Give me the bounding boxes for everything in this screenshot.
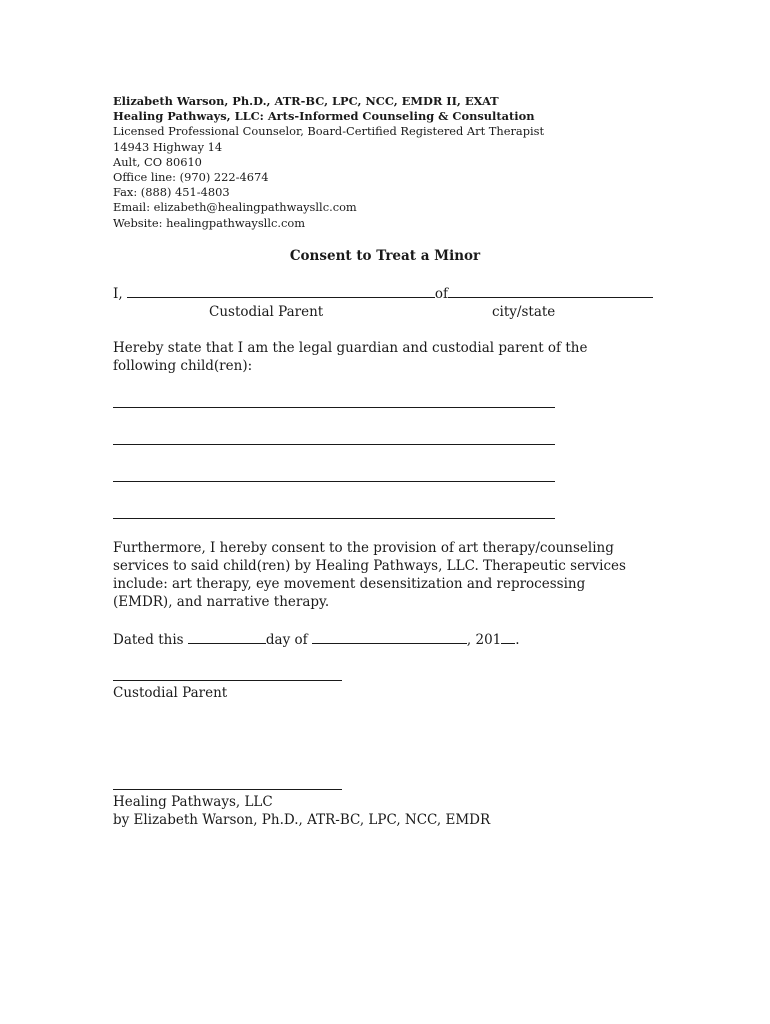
fax-number: Fax: (888) 451-4803 bbox=[113, 185, 230, 200]
dated-this-text: Dated this bbox=[113, 632, 184, 648]
custodial-parent-caption: Custodial Parent bbox=[209, 304, 324, 320]
child-name-line[interactable] bbox=[113, 481, 555, 482]
website-address: Website: healingpathwaysllc.com bbox=[113, 215, 305, 230]
dated-line bbox=[113, 630, 520, 649]
letterhead bbox=[113, 94, 544, 231]
year-suffix-text: . bbox=[515, 632, 520, 648]
guardian-statement: Hereby state that I am the legal guardian and custodial parent of the following child(ren): bbox=[113, 340, 588, 374]
child-name-line[interactable] bbox=[113, 518, 555, 519]
practice-signature-by: by Elizabeth Warson, Ph.D., ATR-BC, LPC, NCC, EMDR bbox=[113, 812, 491, 828]
provider-credentials: Licensed Professional Counselor, Board-Certified Registered Art Therapist bbox=[113, 124, 545, 139]
day-of-text: day of bbox=[265, 632, 308, 648]
i-prefix: I, bbox=[113, 286, 123, 302]
parent-signature-label: Custodial Parent bbox=[113, 685, 228, 701]
provider-name: Elizabeth Warson, Ph.D., ATR-BC, LPC, NCC, EMDR II, EXAT bbox=[113, 94, 499, 108]
consent-paragraph: Furthermore, I hereby consent to the provision of art therapy/counseling services to said child(ren) by Healing Pathways, LLC. Therapeutic services include: art therapy, eye movement desensitization and reprocessing (EMDR), and narrative therapy. bbox=[113, 540, 626, 610]
of-text: of bbox=[434, 286, 449, 302]
city-state-blank[interactable] bbox=[448, 284, 653, 298]
street-address: 14943 Highway 14 bbox=[113, 139, 223, 154]
child-name-line[interactable] bbox=[113, 407, 555, 408]
month-blank[interactable] bbox=[312, 630, 467, 644]
custodial-parent-blank[interactable] bbox=[127, 284, 435, 298]
practice-signature-label: Healing Pathways, LLC bbox=[113, 794, 273, 810]
practice-signature-line[interactable] bbox=[113, 789, 342, 790]
office-phone: Office line: (970) 222-4674 bbox=[113, 170, 269, 185]
child-name-line[interactable] bbox=[113, 444, 555, 445]
document-title: Consent to Treat a Minor bbox=[289, 248, 481, 264]
city-state-caption: city/state bbox=[492, 304, 556, 320]
city-address: Ault, CO 80610 bbox=[113, 154, 202, 169]
practice-name: Healing Pathways, LLC: Arts-Informed Counseling & Consultation bbox=[113, 109, 535, 124]
day-blank[interactable] bbox=[188, 630, 266, 644]
year-blank[interactable] bbox=[501, 630, 515, 644]
year-prefix-text: , 201 bbox=[466, 632, 502, 648]
parent-signature-line[interactable] bbox=[113, 680, 342, 681]
parent-line bbox=[113, 284, 653, 303]
email-address: Email: elizabeth@healingpathwaysllc.com bbox=[113, 200, 357, 215]
